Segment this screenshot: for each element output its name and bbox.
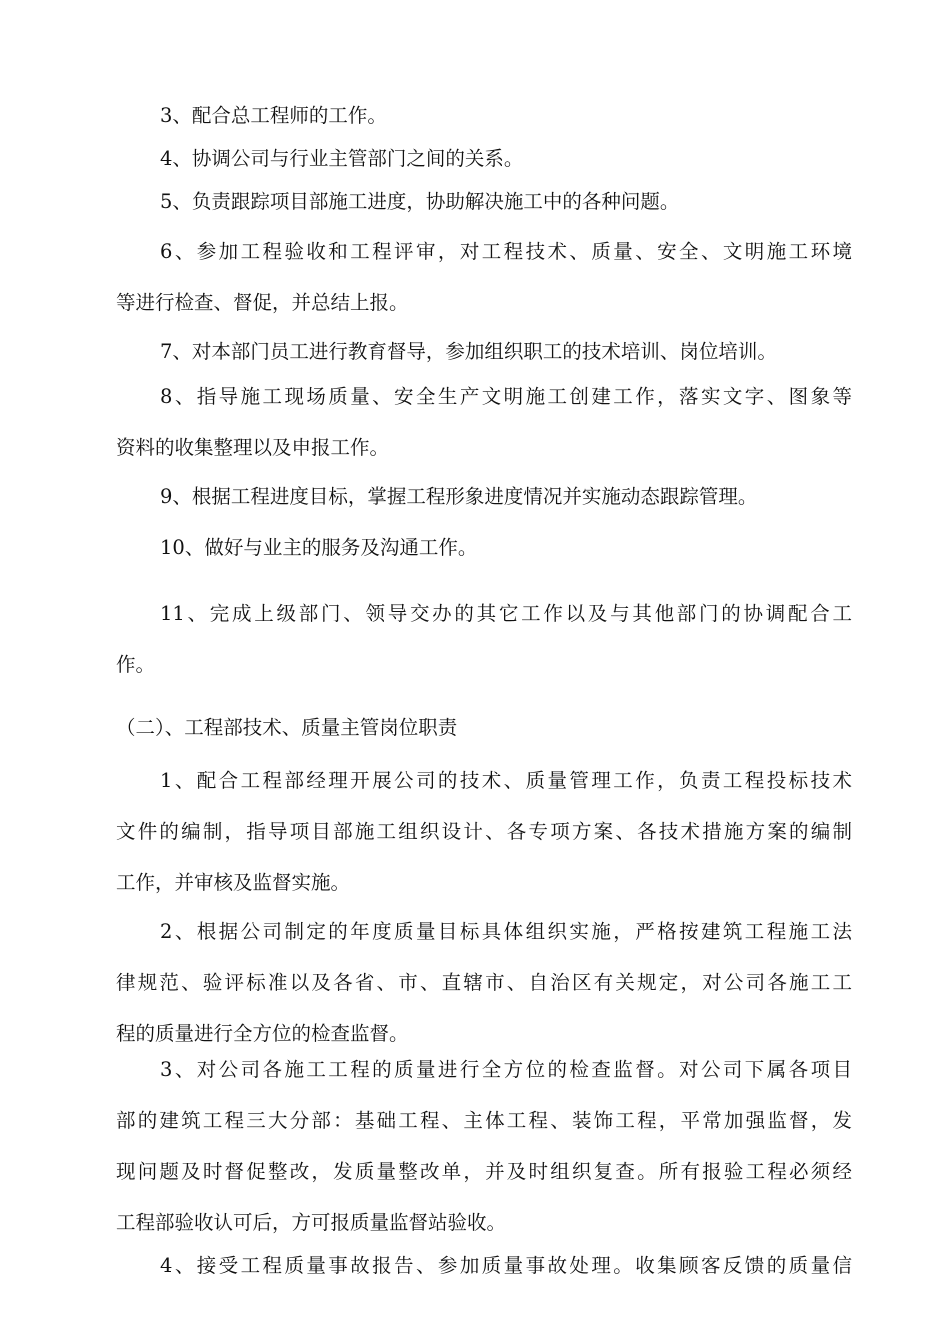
text-line: 现问题及时督促整改，发质量整改单，并及时组织复查。所有报验工程必须经 xyxy=(116,1160,852,1183)
text-line: 6、参加工程验收和工程评审，对工程技术、质量、安全、文明施工环境 xyxy=(160,240,852,263)
text-line: 程的质量进行全方位的检查监督。 xyxy=(116,1022,409,1045)
text-line: 5、负责跟踪项目部施工进度，协助解决施工中的各种问题。 xyxy=(160,190,680,213)
text-line: 工作，并审核及监督实施。 xyxy=(116,871,351,894)
duty-item-10 xyxy=(116,522,852,573)
tech-duty-item-1 xyxy=(116,755,852,908)
duty-item-6 xyxy=(116,226,852,328)
text-line: 等进行检查、督促，并总结上报。 xyxy=(116,291,409,314)
text-line: 3、配合总工程师的工作。 xyxy=(160,104,387,127)
text-line: 部的建筑工程三大分部：基础工程、主体工程、装饰工程，平常加强监督，发 xyxy=(116,1109,852,1132)
duty-item-11 xyxy=(116,588,852,690)
text-line: 律规范、验评标准以及各省、市、直辖市、自治区有关规定，对公司各施工工 xyxy=(116,971,852,994)
text-line: 2、根据公司制定的年度质量目标具体组织实施，严格按建筑工程施工法 xyxy=(160,920,852,943)
section-heading: （二）、工程部技术、质量主管岗位职责 xyxy=(116,716,458,739)
text-line: 4、协调公司与行业主管部门之间的关系。 xyxy=(160,147,524,170)
tech-duty-item-2 xyxy=(116,906,852,1059)
text-line: 11、完成上级部门、领导交办的其它工作以及与其他部门的协调配合工 xyxy=(160,602,852,625)
text-line: 工程部验收认可后，方可报质量监督站验收。 xyxy=(116,1211,507,1234)
text-line: 9、根据工程进度目标，掌握工程形象进度情况并实施动态跟踪管理。 xyxy=(160,485,758,508)
duty-item-5 xyxy=(116,176,852,227)
text-line: 4、接受工程质量事故报告、参加质量事故处理。收集顾客反馈的质量信 xyxy=(160,1254,852,1277)
text-line: 7、对本部门员工进行教育督导，参加组织职工的技术培训、岗位培训。 xyxy=(160,340,777,363)
duty-item-7 xyxy=(116,326,852,377)
tech-duty-item-3 xyxy=(116,1044,852,1248)
text-line: 3、对公司各施工工程的质量进行全方位的检查监督。对公司下属各项目 xyxy=(160,1058,852,1081)
tech-duty-item-4 xyxy=(116,1240,852,1291)
text-line: 文件的编制，指导项目部施工组织设计、各专项方案、各技术措施方案的编制 xyxy=(116,820,852,843)
text-line: 1、配合工程部经理开展公司的技术、质量管理工作，负责工程投标技术 xyxy=(160,769,852,792)
text-line: 8、指导施工现场质量、安全生产文明施工创建工作，落实文字、图象等 xyxy=(160,385,852,408)
text-line: 10、做好与业主的服务及沟通工作。 xyxy=(160,536,478,559)
text-line: 资料的收集整理以及申报工作。 xyxy=(116,436,390,459)
duty-item-8 xyxy=(116,371,852,473)
text-line: 作。 xyxy=(116,653,156,676)
duty-item-9 xyxy=(116,471,852,522)
